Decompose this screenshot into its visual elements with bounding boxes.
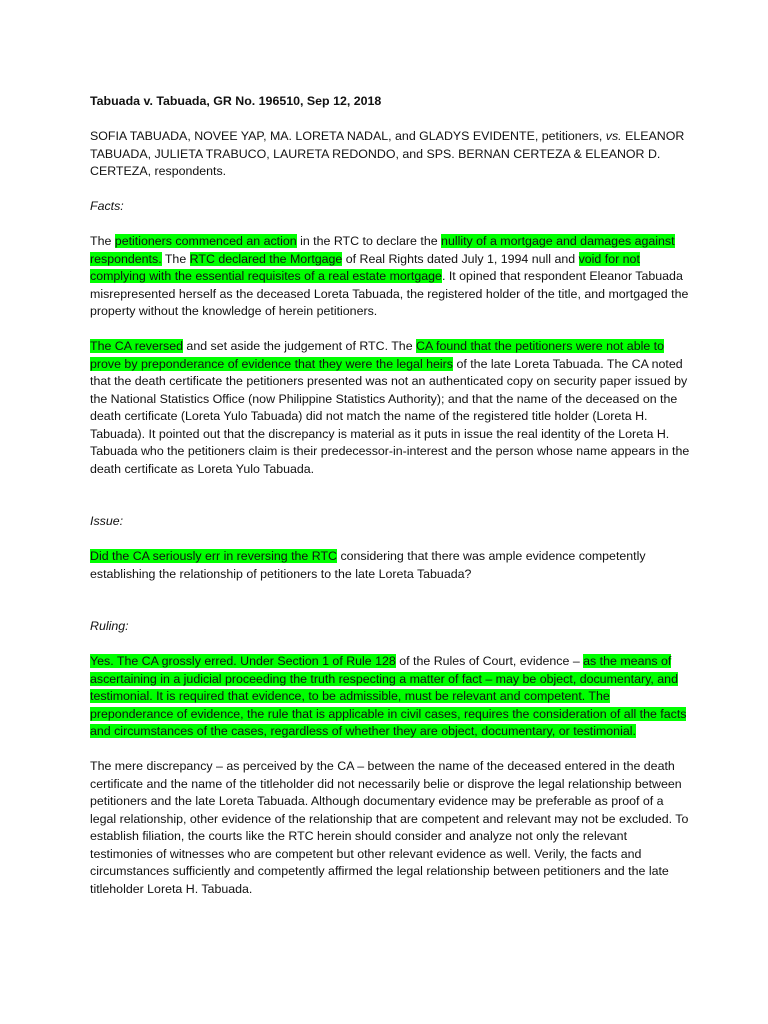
facts-p1-highlight-1: petitioners commenced an action [114, 234, 297, 248]
issue-text-1: considering that there was ample evidence competently establishing the relationship of petitioners to the late Loreta Tabuada? [90, 549, 646, 581]
ruling-heading: Ruling: [90, 619, 129, 633]
case-title: Tabuada v. Tabuada, GR No. 196510, Sep 12, 2018 [90, 94, 382, 108]
parties-respondents: ELEANOR TABUADA, JULIETA TRABUCO, LAURETA REDONDO, and SPS. BERNAN CERTEZA & ELEANOR D. CERTEZA, respondents. [90, 129, 685, 178]
document-body [90, 93, 690, 916]
facts-paragraph-2 [90, 338, 690, 478]
ruling-p1-highlight-1: Yes. The CA grossly erred. Under Section 1 of Rule 128 [90, 654, 396, 668]
ruling-p1-highlight-2: as the means of ascertaining in a judicial proceeding the truth respecting a matter of fact – may be object, documentary, and testimonial. It is required that evidence, to be admissible, must be relevant and competent. The preponderance of evidence, the rule that is applicable in civil cases, requires the consideration of all the facts and circumstances of the cases, regardless of whether they are object, documentary, or testimonial. [90, 654, 687, 738]
case-parties [90, 128, 690, 181]
facts-heading: Facts: [90, 199, 124, 213]
facts-p2-highlight-1: The CA reversed [90, 339, 183, 353]
ruling-paragraph-2: The mere discrepancy – as perceived by the CA – between the name of the deceased entered in the death certificate and the name of the titleholder did not necessarily belie or disprove the legal relationship between petitioners and the late Loreta Tabuada. Although documentary evidence may be preferable as proof of a legal relationship, other evidence of the relationship that are competent and relevant may not be excluded. To establish filiation, the courts like the RTC herein should consider and analyze not only the relevant testimonies of witnesses who are competent but other relevant evidence as well. Verily, the facts and circumstances sufficiently and competently affirmed the legal relationship between petitioners and the late titleholder Loreta H. Tabuada. [90, 759, 689, 896]
facts-p1-text-2: in the RTC to declare the [296, 234, 442, 248]
facts-p1-text-4: of Real Rights dated July 1, 1994 null and [342, 251, 579, 266]
ruling-paragraph-1 [90, 653, 690, 741]
issue-highlight-1: Did the CA seriously err in reversing the RTC [90, 549, 337, 563]
issue-paragraph [90, 548, 690, 583]
facts-p1-text-3: The [161, 251, 190, 266]
facts-p1-text-5: . It opined that respondent Eleanor Tabuada misrepresented herself as the deceased Loreta Tabuada, the registered holder of the title, and mortgaged the property without the knowledge of herein petitioners. [90, 269, 689, 318]
facts-paragraph-1 [90, 233, 690, 321]
facts-p2-highlight-2: CA found that the petitioners were not able to prove by preponderance of evidence that they were the legal heirs [90, 339, 665, 371]
parties-petitioners: SOFIA TABUADA, NOVEE YAP, MA. LORETA NADAL, and GLADYS EVIDENTE, petitioners, [90, 129, 606, 143]
facts-p1-highlight-4: void for not complying with the essential requisites of a real estate mortgage [90, 251, 640, 283]
facts-p2-text-2: of the late Loreta Tabuada. The CA noted that the death certificate the petitioners presented was not an authenticated copy on security paper issued by the National Statistics Office (now Philippine Statistics Authority); and that the name of the deceased on the death certificate (Loreta Yulo Tabuada) did not match the name of the registered title holder (Loreta H. Tabuada). It pointed out that the discrepancy is material as it puts in issue the real identity of the Loreta H. Tabuada who the petitioners claim is their predecessor-in-interest and the person whose name appears in the death certificate as Loreta Yulo Tabuada. [90, 356, 690, 476]
parties-versus: vs. [605, 129, 622, 143]
facts-p2-text-1: and set aside the judgement of RTC. The [182, 339, 417, 353]
issue-heading: Issue: [90, 514, 124, 528]
facts-p1-text-1: The [90, 234, 115, 248]
facts-p1-highlight-2: nullity of a mortgage and damages against respondents. [90, 234, 675, 266]
facts-p1-highlight-3: RTC declared the Mortgage [189, 251, 343, 266]
ruling-p1-text-1: of the Rules of Court, evidence – [395, 654, 584, 668]
